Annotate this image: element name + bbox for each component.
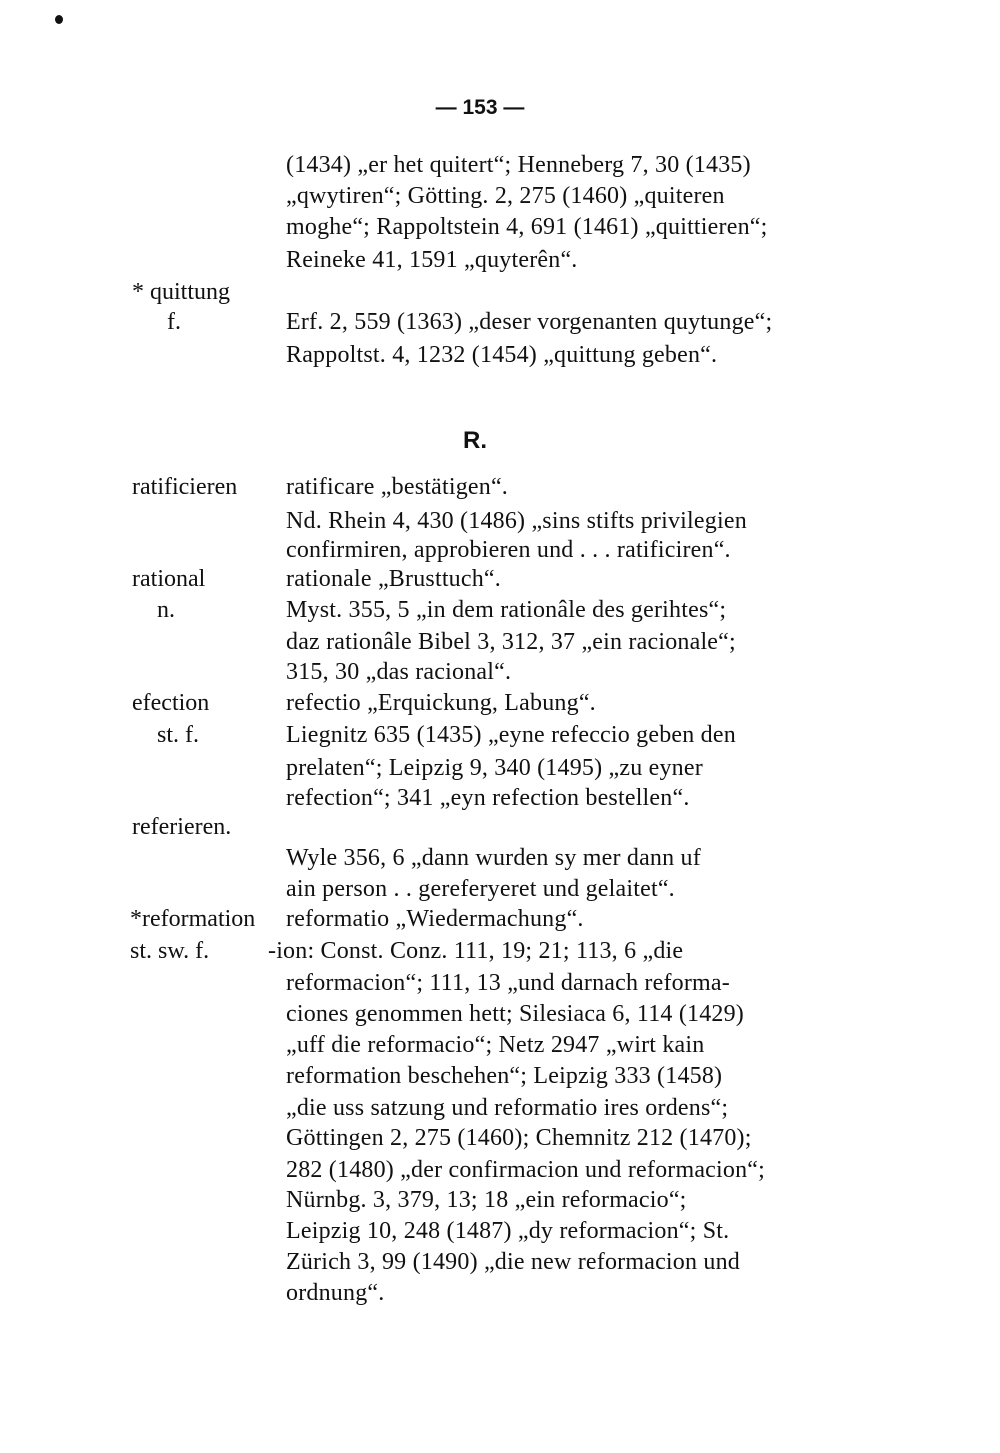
entry-line: Liegnitz 635 (1435) „eyne refeccio geben den [286, 722, 736, 748]
entry-line: daz rationâle Bibel 3, 312, 37 „ein racionale“; [286, 629, 736, 655]
margin-term: referieren. [132, 814, 232, 840]
entry-line: ciones genommen hett; Silesiaca 6, 114 (1429) [286, 1001, 745, 1027]
entry-line: reformacion“; 111, 13 „und darnach reforma- [286, 970, 730, 996]
margin-gender: f. [167, 309, 181, 335]
entry-line: confirmiren, approbieren und . . . ratificiren“. [286, 537, 731, 563]
ink-dot [55, 15, 63, 24]
entry-line: ratificare „bestätigen“. [286, 474, 508, 500]
entry-line: „qwytiren“; Götting. 2, 275 (1460) „quiteren [286, 183, 725, 209]
margin-gender: st. sw. f. [130, 938, 210, 964]
entry-line: prelaten“; Leipzig 9, 340 (1495) „zu eyner [286, 755, 703, 781]
margin-term: * quittung [132, 279, 231, 305]
margin-gender: st. f. [157, 722, 199, 748]
entry-line: ain person . . gereferyeret und gelaitet“. [286, 876, 675, 902]
entry-line: refectio „Erquickung, Labung“. [286, 690, 596, 716]
entry-line: refection“; 341 „eyn refection bestellen“. [286, 785, 690, 811]
page-number: — 153 — [435, 96, 525, 119]
entry-line: -ion: Const. Conz. 111, 19; 21; 113, 6 „die [268, 938, 684, 964]
margin-term: ratificieren [132, 474, 238, 500]
entry-line: Erf. 2, 559 (1363) „deser vorgenanten quytunge“; [286, 309, 773, 335]
entry-line: Göttingen 2, 275 (1460); Chemnitz 212 (1470); [286, 1125, 752, 1151]
entry-line: moghe“; Rappoltstein 4, 691 (1461) „quittieren“; [286, 214, 768, 240]
margin-term: rational [132, 566, 206, 592]
entry-line: ordnung“. [286, 1280, 385, 1306]
entry-line: 282 (1480) „der confirmacion und reformacion“; [286, 1157, 766, 1183]
entry-line: „die uss satzung und reformatio ires ordens“; [286, 1095, 729, 1121]
entry-line: Rappoltst. 4, 1232 (1454) „quittung geben“. [286, 342, 718, 368]
entry-line: Nd. Rhein 4, 430 (1486) „sins stifts privilegien [286, 508, 747, 534]
entry-line: Myst. 355, 5 „in dem rationâle des gerihtes“; [286, 597, 727, 623]
entry-line: Wyle 356, 6 „dann wurden sy mer dann uf [286, 845, 701, 871]
entry-line: reformatio „Wiedermachung“. [286, 906, 584, 932]
entry-line: „uff die reformacio“; Netz 2947 „wirt kain [286, 1032, 705, 1058]
margin-term: efection [132, 690, 210, 716]
entry-line: (1434) „er het quitert“; Henneberg 7, 30 (1435) [286, 152, 751, 178]
entry-line: reformation beschehen“; Leipzig 333 (1458) [286, 1063, 723, 1089]
entry-line: Leipzig 10, 248 (1487) „dy reformacion“; St. [286, 1218, 730, 1244]
entry-line: Nürnbg. 3, 379, 13; 18 „ein reformacio“; [286, 1187, 687, 1213]
section-heading: R. [463, 427, 487, 454]
entry-line: Zürich 3, 99 (1490) „die new reformacion und [286, 1249, 740, 1275]
margin-gender: n. [157, 597, 175, 623]
entry-line: 315, 30 „das racional“. [286, 659, 512, 685]
margin-term: *reformation [130, 906, 256, 932]
entry-line: rationale „Brusttuch“. [286, 566, 501, 592]
entry-line: Reineke 41, 1591 „quyterên“. [286, 247, 578, 273]
